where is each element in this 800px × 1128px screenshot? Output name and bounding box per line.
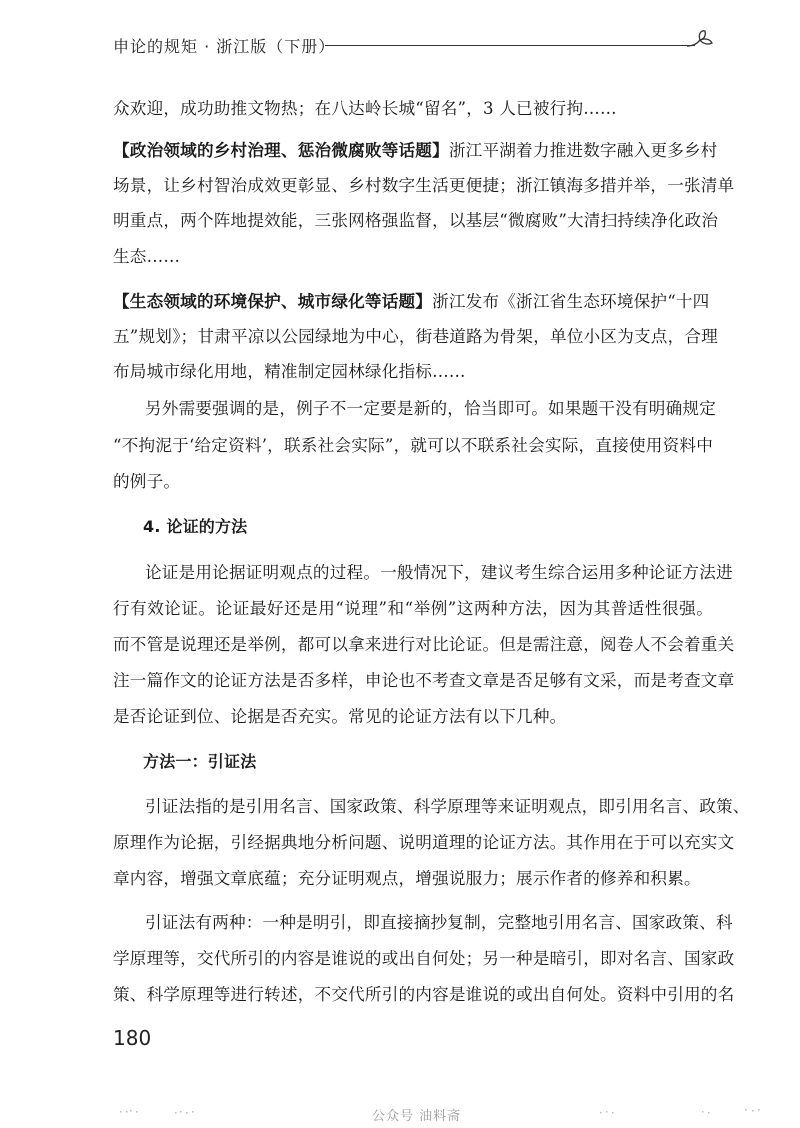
- topic-label: 【政治领域的乡村治理、惩治微腐败等话题】: [113, 141, 449, 160]
- body-line: 行有效论证。论证最好还是用“说理”和“举例”这两种方法，因为其普适性很强。: [113, 599, 713, 618]
- body-line: 生态……: [113, 247, 181, 266]
- running-header: [113, 30, 713, 60]
- body-line: 注一篇作文的论证方法是否多样，申论也不考查文章是否足够有文采，而是考查文章: [113, 671, 735, 690]
- body-line: 是否论证到位、论据是否充实。常见的论证方法有以下几种。: [113, 707, 567, 726]
- topic-line: 【生态领域的环境保护、城市绿化等话题】浙江发布《浙江省生态环境保护“十四: [113, 292, 710, 311]
- body-line: 学原理等，交代所引的内容是谁说的或出自何处；另一种是暗引，即对名言、国家政: [113, 949, 735, 968]
- body-line: 章内容，增强文章底蕴；充分证明观点，增强说服力；展示作者的修养和积累。: [113, 869, 701, 888]
- body-line: 场景，让乡村智治成效更彰显、乡村数字生活更便捷；浙江镇海多措并举，一张清单: [113, 176, 735, 195]
- body-line: 而不管是说理还是举例，都可以拿来进行对比论证。但是需注意，阅卷人不会着重关: [113, 635, 735, 654]
- topic-line: 【政治领域的乡村治理、惩治微腐败等话题】浙江平湖着力推进数字融入更多乡村: [113, 141, 718, 160]
- body-line: 引证法指的是引用名言、国家政策、科学原理等来证明观点，即引用名言、政策、: [145, 797, 750, 816]
- body-line: 策、科学原理等进行转述，不交代所引的内容是谁说的或出自何处。资料中引用的名: [113, 985, 735, 1004]
- header-rule: [325, 45, 695, 46]
- body-line: 布局城市绿化用地，精准制定园林绿化指标……: [113, 362, 466, 381]
- body-line: “不拘泥于‘给定资料’，联系社会实际”，就可以不联系社会实际，直接使用资料中: [113, 436, 713, 455]
- section-heading: 4. 论证的方法: [143, 517, 248, 536]
- topic-label: 【生态领域的环境保护、城市绿化等话题】: [113, 292, 433, 311]
- body-line: 引证法有两种：一种是明引，即直接摘抄复制，完整地引用名言、国家政策、科: [145, 913, 733, 932]
- body-line: 众欢迎，成功助推文物热；在八达岭长城“留名”，3 人已被行拘……: [113, 99, 617, 118]
- watermark-stamp: 公众号 油料斋: [372, 1109, 462, 1124]
- body-line: 五”规划》；甘肃平凉以公园绿地为中心，街巷道路为骨架，单位小区为支点，合理: [113, 327, 718, 346]
- body-line: 原理作为论据，引经据典地分析问题、说明道理的论证方法。其作用在于可以充实文: [113, 833, 735, 852]
- page-number: 180: [113, 1026, 152, 1050]
- body-line: 明重点，两个阵地提效能，三张网格强监督，以基层“微腐败”大清扫持续净化政治: [113, 211, 719, 230]
- body-line: 论证是用论据证明观点的过程。一般情况下，建议考生综合运用多种论证方法进: [145, 563, 733, 582]
- sprout-icon: [683, 28, 717, 58]
- body-line: 的例子。: [113, 472, 181, 491]
- method-heading: 方法一：引证法: [143, 752, 257, 771]
- body-line: 另外需要强调的是，例子不一定要是新的，恰当即可。如果题干没有明确规定: [145, 399, 716, 418]
- book-title: 申论的规矩 · 浙江版（下册）: [113, 37, 336, 56]
